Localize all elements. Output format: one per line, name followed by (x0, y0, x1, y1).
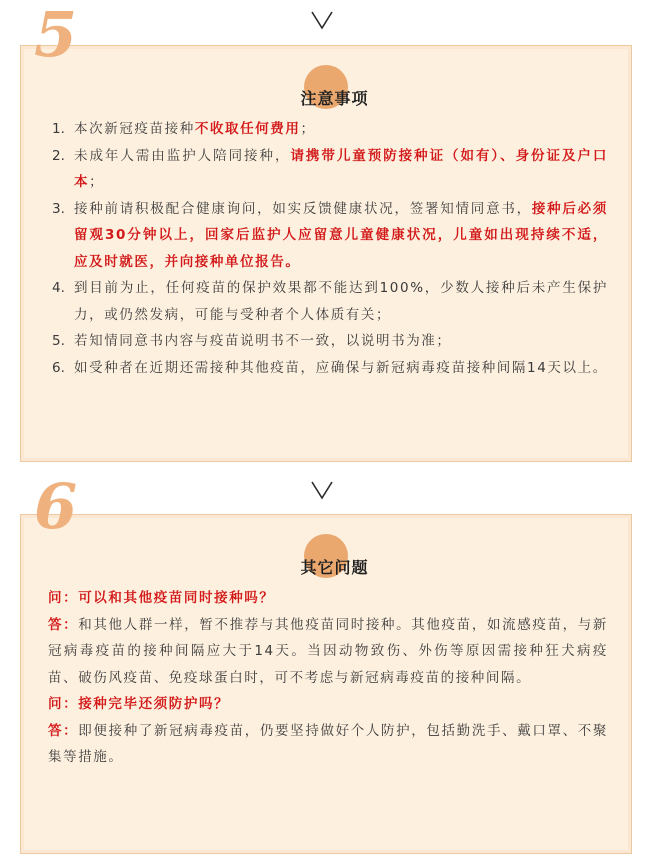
list-item: 1. 本次新冠疫苗接种不收取任何费用； (52, 121, 316, 137)
list-item: 2. 未成年人需由监护人陪同接种，请携带儿童预防接种证（如有）、身份证及户口本； (52, 147, 608, 190)
section-number: 5 (34, 0, 78, 71)
section-6 (0, 470, 669, 863)
question: 问：接种完毕还须防护吗？ (48, 696, 230, 712)
answer: 答：即便接种了新冠病毒疫苗，仍要坚持做好个人防护，包括勤洗手、戴口罩、不聚集等措施。 (48, 722, 609, 765)
section-number: 6 (34, 470, 78, 543)
faq-list (48, 585, 608, 771)
list-item: 5. 若知情同意书内容与疫苗说明书不一致，以说明书为准； (52, 333, 452, 349)
chevron-down-icon (310, 10, 334, 30)
card-title: 其它问题 (300, 558, 369, 577)
answer: 答：和其他人群一样，暂不推荐与其他疫苗同时接种。其他疫苗，如流感疫苗，与新冠病毒疫苗的接种间隔应大于14天。当因动物致伤、外伤等原因需接种狂犬病疫苗、破伤风疫苗、免疫球蛋白时，可不考虑与新冠病毒疫苗的接种间隔。 (48, 616, 609, 686)
list-item: 3. 接种前请积极配合健康询问，如实反馈健康状况，签署知情同意书，接种后必须留观30分钟以上，回家后监护人应留意儿童健康状况，儿童如出现持续不适，应及时就医，并向接种单位报告。 (52, 200, 609, 270)
list-item: 4. 到目前为止，任何疫苗的保护效果都不能达到100%，少数人接种后未产生保护力，或仍然发病，可能与受种者个人体质有关； (52, 280, 608, 323)
card-title: 注意事项 (300, 89, 369, 108)
list-item: 6. 如受种者在近期还需接种其他疫苗，应确保与新冠病毒疫苗接种间隔14天以上。 (52, 359, 608, 376)
notice-list (48, 116, 608, 381)
chevron-down-icon (310, 480, 334, 500)
question: 问：可以和其他疫苗同时接种吗？ (48, 590, 275, 606)
